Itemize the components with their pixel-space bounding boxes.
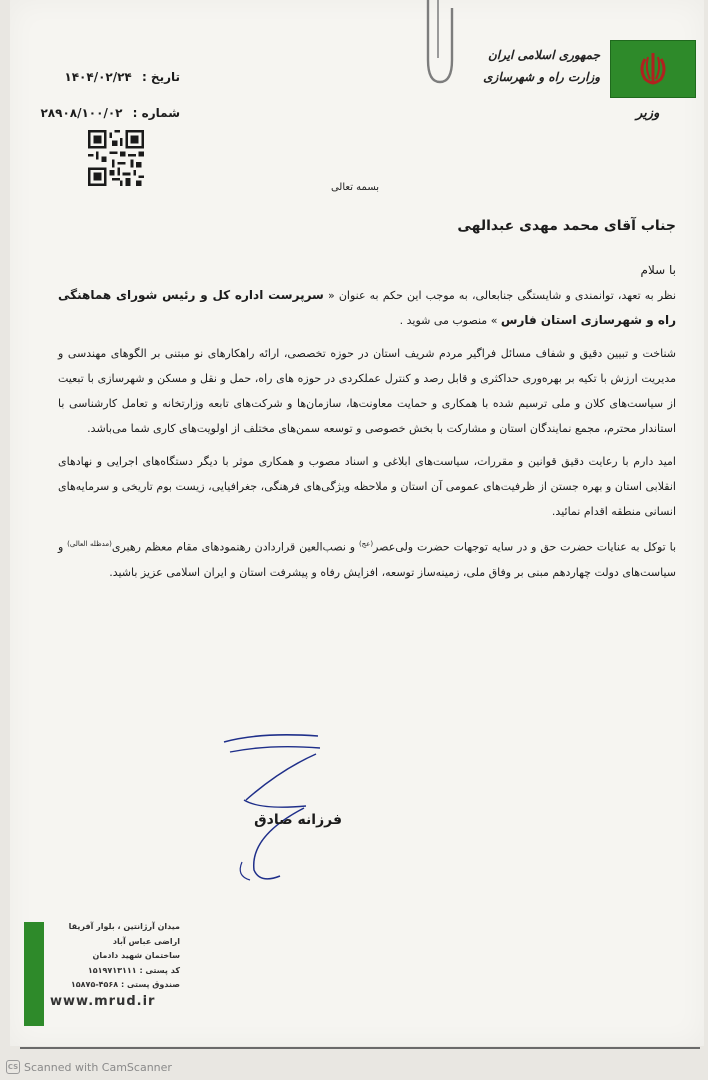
footer-address xyxy=(50,920,180,1009)
ministry-line-2: وزارت راه و شهرسازی xyxy=(483,70,600,84)
recipient: جناب آقای محمد مهدی عبدالهی xyxy=(457,218,676,234)
paragraph-4-part-2: و نصب‌العین قراردادن رهنمودهای مقام معظم رهبری xyxy=(111,540,359,554)
address-line-3: ساختمان شهید دادمان xyxy=(92,951,180,960)
honorific-1: (عج) xyxy=(358,539,374,548)
number-row xyxy=(30,106,180,120)
bottom-divider xyxy=(20,1047,700,1049)
date-value: ۱۴۰۴/۰۲/۲۴ xyxy=(64,70,132,84)
address-line-2: اراضی عباس آباد xyxy=(112,936,180,946)
date-label: تاریخ : xyxy=(141,70,180,84)
paragraph-4-part-1: با توکل به عنایات حضرت حق و در سایه توجهات حضرت ولی‌عصر xyxy=(373,540,677,554)
letter-body xyxy=(58,283,676,585)
iran-emblem-box xyxy=(610,40,696,98)
paragraph-2: شناخت و تبیین دقیق و شفاف مسائل فراگیر مردم شریف استان در حوزه تخصصی، ارائه راهکارهای نو مبتنی بر الگوهای مهندسی و مدیریت ارزش با تکیه بر بهره‌وری حداکثری و قابل رصد و کنترل عملکردی در حوزه های راه، حمل و نقل و مسکن و شهرسازی با تبعیت از سیاست‌های کلان و ملی ترسیم شده با همکاری و حمایت معاونت‌ها، سازمان‌ها و شرکت‌های تابعه وزارتخانه و تعامل کارشناسی با استاندار محترم، مجمع نمایندگان استان و مشارکت با بخش خصوصی و توسعه سمن‌های مختلف از اولویت‌های کاری شما می‌باشد. xyxy=(58,346,676,436)
paragraph-1-lead: نظر به تعهد، توانمندی و شایستگی جنابعالی، به موجب این حکم به عنوان « xyxy=(327,289,677,302)
handwritten-signature xyxy=(220,730,340,890)
greeting: با سلام xyxy=(640,263,676,277)
minister-label: وزیر xyxy=(636,106,660,121)
footer-accent-bar xyxy=(24,922,44,1026)
scanner-text: Scanned with CamScanner xyxy=(24,1060,172,1074)
paragraph-1 xyxy=(58,283,676,334)
number-label: شماره : xyxy=(132,106,180,120)
honorific-2: (مدظله العالی) xyxy=(67,539,112,548)
website-link[interactable]: www.mrud.ir xyxy=(50,993,156,1009)
address-line-5: صندوق پستی : ۴۵۶۸-۱۵۸۷۵ xyxy=(70,980,180,989)
ministry-line-1: جمهوری اسلامی ایران xyxy=(487,48,600,62)
address-line-4: کد پستی : ۱۵۱۹۷۱۳۱۱۱ xyxy=(87,965,180,975)
paragraph-3: امید دارم با رعایت دقیق قوانین و مقررات، سیاست‌های ابلاغی و اسناد مصوب و همکاری موثر با دیگر دستگاه‌های اجرایی و نهادهای انقلابی استان و بهره جستن از ظرفیت‌های عمومی آن استان و ملاحظه ویژگی‌های فرهنگی، جغرافیایی، زیست بوم تاریخی و سرمایه‌های انسانی منطقه اقدام نمائید. xyxy=(58,454,676,519)
signer-name: فرزانه صادق xyxy=(254,812,342,828)
paragraph-4 xyxy=(58,532,676,585)
ministry-name xyxy=(380,44,600,88)
address-line-1: میدان آرژانتین ، بلوار آفریقا xyxy=(68,922,180,931)
paragraph-4-part-3: و سیاست‌های دولت چهاردهم مبنی بر وفاق ملی، زمینه‌ساز توسعه، افزایش رفاه و پیشرفت استان و ایران اسلامی عزیز باشید. xyxy=(58,540,676,579)
number-value: ۲۸۹۰۸/۱۰۰/۰۲ xyxy=(40,106,123,120)
scanner-watermark xyxy=(6,1058,172,1076)
basmala: بسمه تعالی xyxy=(330,182,380,193)
paragraph-1-tail: » منصوب می شوید . xyxy=(399,314,498,328)
appointment-title: سرپرست اداره کل و رئیس شورای هماهنگی راه و شهرسازی استان فارس xyxy=(58,288,676,328)
qr-code xyxy=(88,128,144,188)
iran-emblem-icon xyxy=(633,49,673,89)
camscanner-icon: CS xyxy=(6,1060,20,1074)
date-row xyxy=(40,70,180,84)
